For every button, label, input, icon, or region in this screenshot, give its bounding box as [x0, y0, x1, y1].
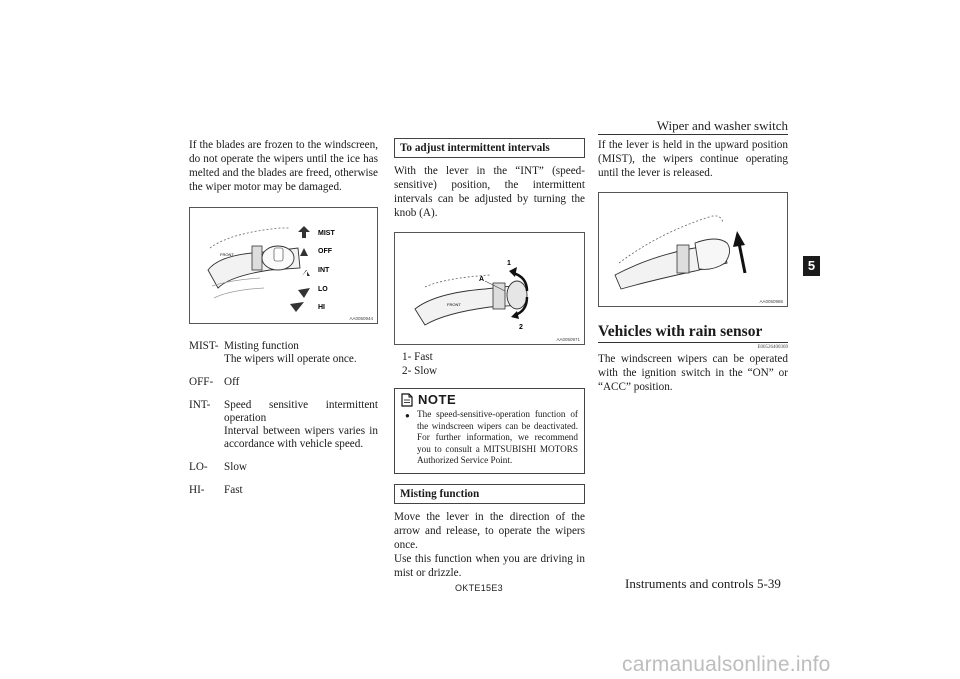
note-box [394, 388, 585, 474]
lever-up-illustration [599, 193, 787, 306]
interval-knob-illustration [395, 233, 584, 344]
def-term: LO- [189, 461, 208, 473]
label-mist: MIST [318, 230, 335, 237]
lever-front-text: FRONT [447, 302, 461, 307]
lever-up-figure [598, 192, 788, 307]
column-middle [394, 138, 585, 580]
figure-code: AA0050971 [556, 337, 580, 342]
def-desc: Fast [224, 484, 243, 496]
lever-front-text: FRONT [220, 252, 234, 257]
chapter-tab: 5 [803, 256, 820, 276]
def-desc: Slow [224, 461, 248, 473]
figure-code: AA0050944 [349, 316, 373, 321]
footer-section-title: Instruments and controls [625, 576, 754, 591]
knob-legend [402, 350, 585, 378]
column-right [598, 138, 788, 394]
section-heading-intervals: To adjust intermittent intervals [394, 138, 585, 158]
label-hi: HI [318, 304, 325, 311]
note-label: NOTE [418, 392, 457, 407]
def-term: MIST- [189, 340, 219, 352]
rain-sensor-heading: Vehicles with rain sensor [598, 323, 788, 343]
def-desc: Misting function The wipers will operate once. [224, 340, 357, 365]
def-desc: Off [224, 376, 240, 388]
def-row [189, 340, 378, 366]
wiper-lever-illustration [190, 208, 377, 323]
label-2: 2 [519, 324, 523, 331]
label-a: A [479, 276, 485, 283]
misting-usage-paragraph: Use this function when you are driving in mist or drizzle. [394, 552, 585, 579]
def-row [189, 376, 378, 389]
reference-code: E00526400369 [757, 345, 788, 350]
def-row [189, 484, 378, 497]
switch-positions-list [189, 340, 378, 497]
def-term: OFF- [189, 376, 214, 388]
column-left [189, 138, 378, 507]
def-row [189, 461, 378, 474]
rain-sensor-paragraph: The windscreen wipers can be operated with the ignition switch in the “ON” or “ACC” position. [598, 353, 788, 393]
mist-hold-paragraph: If the lever is held in the upward position (MIST), the wipers continue operating until the lever is released. [598, 139, 788, 179]
note-text: The speed-sensitive-operation function of the windscreen wipers can be deactivated. For further information, we recommend you to consult a MITSUBISHI MOTORS Authorized Service Point. [417, 409, 578, 466]
intervals-paragraph: With the lever in the “INT” (speed-sensitive) position, the intermittent intervals can be adjusted by turning the knob (A). [394, 165, 585, 219]
header-rule [598, 134, 788, 135]
def-term: INT- [189, 399, 211, 411]
def-row [189, 399, 378, 451]
footer-doc-code: OKTE15E3 [455, 583, 503, 593]
note-body [395, 407, 584, 473]
misting-paragraph: Move the lever in the direction of the arrow and release, to operate the wipers once. [394, 510, 585, 551]
bullet-icon: ● [405, 411, 410, 420]
note-header [395, 389, 584, 407]
legend-item-fast: 1- Fast [402, 351, 433, 363]
legend-item-slow: 2- Slow [402, 365, 438, 377]
header-title: Wiper and washer switch [656, 118, 788, 133]
intro-paragraph: If the blades are frozen to the windscreen, do not operate the wipers until the ice has melted and the blades are freed, otherwise the wiper motor may be damaged. [189, 139, 378, 193]
interval-knob-figure [394, 232, 585, 345]
figure-code: AA0050986 [759, 299, 783, 304]
note-icon [400, 393, 414, 407]
def-desc: Speed sensitive intermittent operation Interval between wipers varies in accordance with vehicle speed. [224, 399, 378, 450]
watermark-text: carmanualsonline.info [622, 653, 831, 676]
footer-page-number: 5-39 [757, 576, 781, 591]
label-int: INT [318, 267, 330, 274]
def-term: HI- [189, 484, 205, 496]
wiper-lever-figure [189, 207, 378, 324]
label-lo: LO [318, 286, 328, 293]
section-heading-misting: Misting function [394, 484, 585, 504]
label-off: OFF [318, 248, 332, 255]
label-1: 1 [507, 260, 511, 267]
